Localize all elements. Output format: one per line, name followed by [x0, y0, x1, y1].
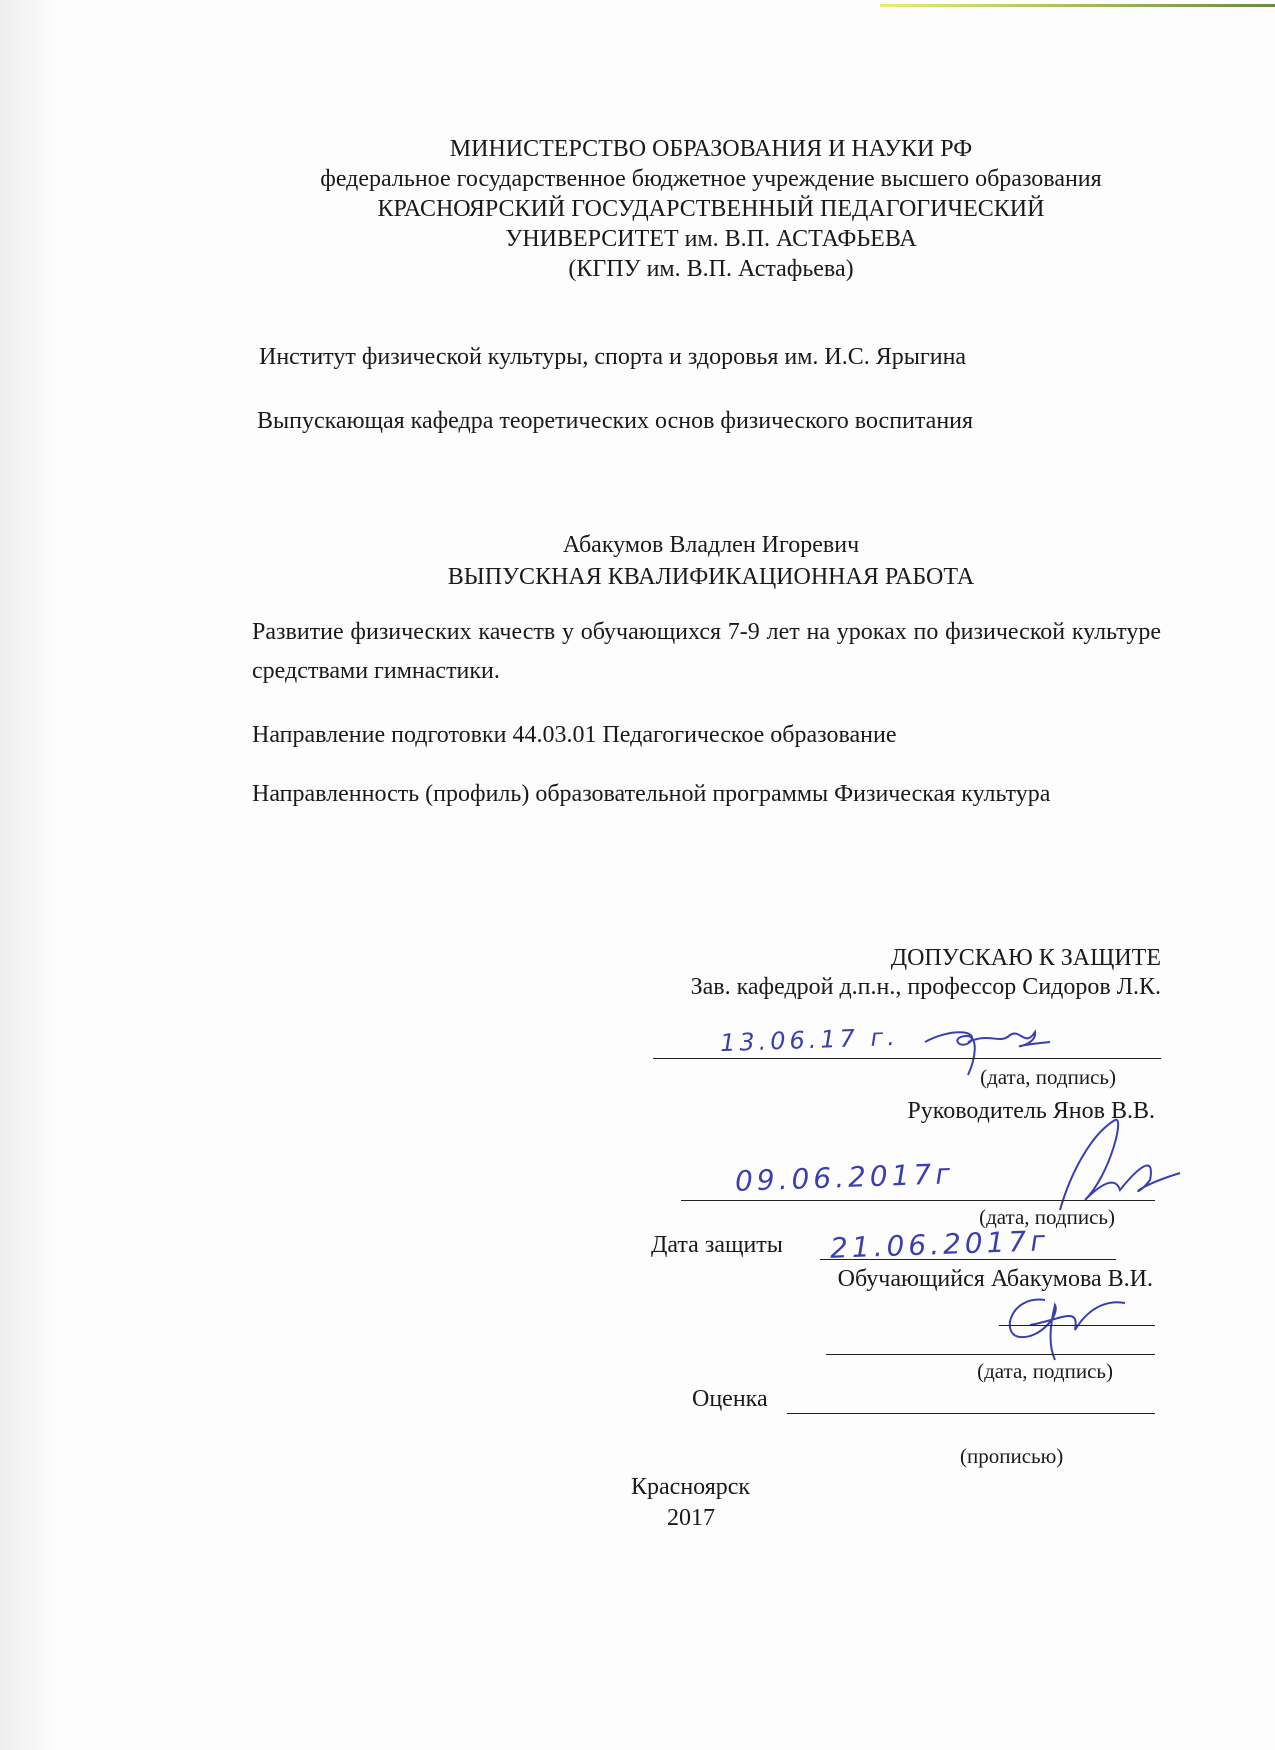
work-type: ВЫПУСКНАЯ КВАЛИФИКАЦИОННАЯ РАБОТА: [447, 564, 975, 590]
student-name: Обучающийся Абакумова В.И.: [837, 1266, 1153, 1292]
ministry-heading: МИНИСТЕРСТВО ОБРАЗОВАНИЯ И НАУКИ РФ: [449, 136, 973, 162]
department-name: Выпускающая кафедра теоретических основ физического воспитания: [257, 408, 974, 434]
grade-line: [787, 1413, 1155, 1414]
head-signature-line: [653, 1058, 1161, 1059]
year: 2017: [667, 1505, 715, 1531]
study-profile: Направленность (профиль) образовательной программы Физическая культура: [252, 781, 1051, 807]
defense-date-label: Дата защиты: [651, 1232, 783, 1258]
supervisor-signature-line: [681, 1200, 1155, 1201]
institution-type: федеральное государственное бюджетное учреждение высшего образования: [320, 166, 1102, 192]
head-of-department: Зав. кафедрой д.п.н., профессор Сидоров Л.К.: [690, 974, 1161, 1000]
defense-date-handwritten: 21.06.2017г: [829, 1224, 1050, 1265]
defense-date-line: [820, 1259, 1116, 1260]
author-name: Абакумов Владлен Игоревич: [562, 532, 860, 558]
supervisor-signature-caption: (дата, подпись): [979, 1205, 1115, 1229]
scan-top-artifact: [880, 4, 1275, 7]
study-direction: Направление подготовки 44.03.01 Педагогическое образование: [252, 722, 897, 748]
student-signature-caption: (дата, подпись): [977, 1359, 1113, 1383]
head-date-handwritten: 13.06.17 г.: [719, 1022, 900, 1058]
university-short-name: (КГПУ им. В.П. Астафьева): [568, 256, 854, 282]
head-signature-caption: (дата, подпись): [980, 1065, 1116, 1089]
supervisor-date-handwritten: 09.06.2017г: [734, 1157, 955, 1198]
thesis-topic: Развитие физических качеств у обучающихся 7-9 лет на уроках по физической культуре средствами гимнастики.: [252, 619, 1161, 684]
grade-caption: (прописью): [960, 1444, 1064, 1468]
student-signature-short-line: [999, 1325, 1155, 1326]
university-name-line2: УНИВЕРСИТЕТ им. В.П. АСТАФЬЕВА: [505, 226, 917, 252]
university-name-line1: КРАСНОЯРСКИЙ ГОСУДАРСТВЕННЫЙ ПЕДАГОГИЧЕСКИЙ: [377, 196, 1045, 222]
grade-label: Оценка: [692, 1386, 768, 1412]
institute-name: Институт физической культуры, спорта и здоровья им. И.С. Ярыгина: [259, 344, 967, 370]
supervisor-name: Руководитель Янов В.В.: [907, 1098, 1155, 1124]
city: Красноярск: [631, 1474, 751, 1500]
approval-heading: ДОПУСКАЮ К ЗАЩИТЕ: [890, 945, 1161, 971]
student-signature-line: [826, 1354, 1155, 1355]
